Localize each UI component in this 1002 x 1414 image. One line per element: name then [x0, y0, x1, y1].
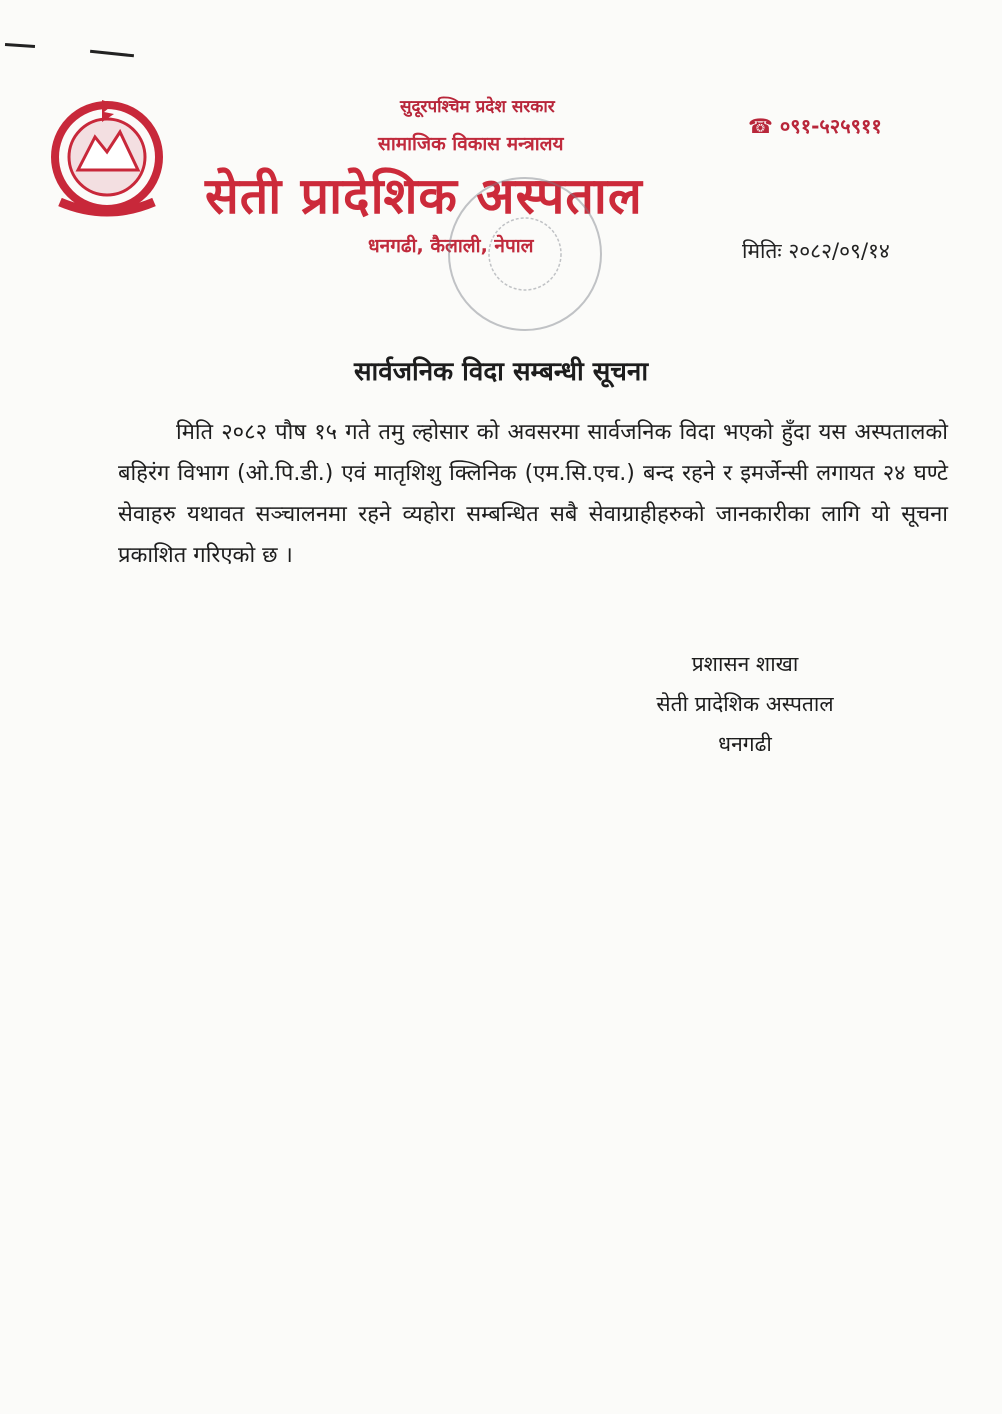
pen-mark: [5, 43, 35, 48]
signature-department: प्रशासन शाखा: [691, 652, 799, 676]
office-stamp: [440, 172, 610, 337]
notice-title: सार्वजनिक विदा सम्बन्धी सूचना: [353, 357, 649, 387]
signature-block: [620, 644, 870, 764]
nepal-emblem-icon: [40, 92, 175, 222]
date-label: मितिः: [742, 239, 782, 263]
phone-value: ०९१-५२५९११: [779, 114, 882, 138]
hospital-name: सेती प्रादेशिक अस्पताल: [205, 167, 643, 225]
pen-mark: [90, 50, 134, 58]
government-name: सुदूरपश्चिम प्रदेश सरकार: [400, 97, 555, 117]
signature-location: धनगढी: [718, 732, 772, 756]
date-value: २०८२/०९/१४: [788, 239, 890, 263]
notice-body: मिति २०८२ पौष १५ गते तमु ल्होसार को अवसरमा सार्वजनिक विदा भएको हुँदा यस अस्पतालको बहिरंग विभाग (ओ.पि.डी.) एवं मातृशिशु क्लिनिक (एम.सि.एच.) बन्द रहने र इमर्जेन्सी लगायत २४ घण्टे सेवाहरु यथावत सञ्चालनमा रहने व्यहोरा सम्बन्धित सबै सेवाग्राहीहरुको जानकारीका लागि यो सूचना प्रकाशित गरिएको छ ।: [118, 420, 948, 568]
hospital-address: धनगढी, कैलाली, नेपाल: [368, 235, 534, 257]
ministry-name: सामाजिक विकास मन्त्रालय: [378, 133, 564, 155]
signature-organization: सेती प्रादेशिक अस्पताल: [656, 692, 834, 716]
telephone-icon: ☎: [748, 114, 773, 138]
date: [742, 237, 890, 265]
phone-number: [748, 112, 882, 139]
